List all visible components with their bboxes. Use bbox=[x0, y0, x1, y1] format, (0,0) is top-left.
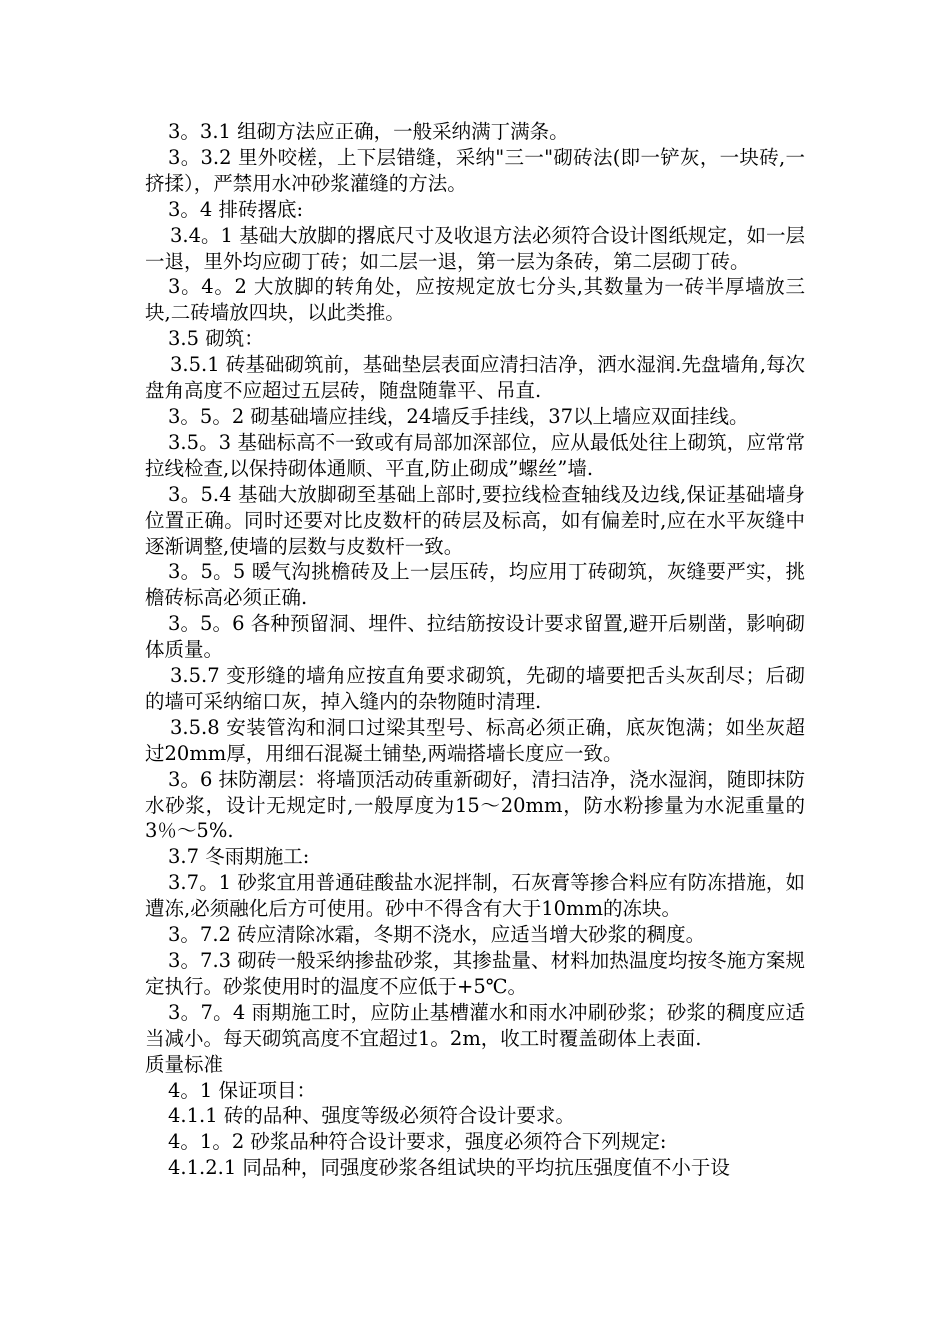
paragraph-4-1: 4。1 保证项目： bbox=[168, 1078, 317, 1102]
paragraph-3-4: 3。4 排砖撂底: bbox=[168, 197, 304, 221]
paragraph-3-5-1: 3.5.1 砖基础砌筑前，基础垫层表面应清扫洁净，洒水湿润.先盘墙角,每次盘角高度不应超过五层砖，随盘随靠平、吊直. bbox=[145, 353, 805, 403]
section-heading-quality-standard: 质量标准 bbox=[145, 1052, 224, 1076]
paragraph-3-7-4: 3。7。4 雨期施工时，应防止基槽灌水和雨水冲刷砂浆；砂浆的稠度应适当减小。每天砌筑高度不宜超过1。2m，收工时覆盖砌体上表面. bbox=[145, 1000, 805, 1050]
paragraph-3-7-2: 3。7.2 砖应清除冰霜，冬期不浇水，应适当增大砂浆的稠度。 bbox=[168, 923, 706, 947]
paragraph-3-5-3: 3.5。3 基础标高不一致或有局部加深部位，应从最低处往上砌筑，应常常拉线检查,以保持砌体通顺、平直,防止砌成”螺丝”墙. bbox=[145, 430, 805, 480]
paragraph-3-5-2: 3。5。2 砌基础墙应挂线，24墙反手挂线，37以上墙应双面挂线。 bbox=[168, 404, 749, 428]
paragraph-3-4-1: 3.4。1 基础大放脚的撂底尺寸及收退方法必须符合设计图纸规定，如一层一退，里外均应砌丁砖；如二层一退，第一层为条砖，第二层砌丁砖。 bbox=[145, 223, 805, 273]
paragraph-3-5-4: 3。5.4 基础大放脚砌至基础上部时,要拉线检查轴线及边线,保证基础墙身位置正确。同时还要对比皮数杆的砖层及标高，如有偏差时,应在水平灰缝中逐渐调整,使墙的层数与皮数杆一致。 bbox=[145, 482, 805, 558]
paragraph-3-6: 3。6 抹防潮层：将墙顶活动砖重新砌好，清扫洁净，浇水湿润，随即抹防水砂浆，设计无规定时,一般厚度为15～20mm，防水粉掺量为水泥重量的3％～5%. bbox=[145, 767, 805, 843]
paragraph-3-5-5: 3。5。5 暖气沟挑檐砖及上一层压砖，均应用丁砖砌筑，灰缝要严实，挑檐砖标高必须正确. bbox=[145, 560, 805, 610]
paragraph-3-5-8: 3.5.8 安装管沟和洞口过梁其型号、标高必须正确，底灰饱满；如坐灰超过20mm厚，用细石混凝土铺垫,两端搭墙长度应一致。 bbox=[145, 715, 805, 765]
paragraph-3-7: 3.7 冬雨期施工: bbox=[168, 845, 310, 869]
paragraph-4-1-2: 4。1。2 砂浆品种符合设计要求，强度必须符合下列规定: bbox=[168, 1130, 667, 1154]
paragraph-3-5: 3.5 砌筑： bbox=[168, 327, 264, 351]
paragraph-3-4-2: 3。4。2 大放脚的转角处，应按规定放七分头,其数量为一砖半厚墙放三块,二砖墙放四块，以此类推。 bbox=[145, 275, 805, 325]
paragraph-4-1-1: 4.1.1 砖的品种、强度等级必须符合设计要求。 bbox=[168, 1104, 575, 1128]
paragraph-3-3-2: 3。3.2 里外咬槎，上下层错缝，采纳"三一"砌砖法(即一铲灰，一块砖,一挤揉），严禁用水冲砂浆灌缝的方法。 bbox=[145, 145, 805, 195]
paragraph-3-5-7: 3.5.7 变形缝的墙角应按直角要求砌筑，先砌的墙要把舌头灰刮尽；后砌的墙可采纳缩口灰，掉入缝内的杂物随时清理. bbox=[145, 664, 805, 713]
paragraph-3-7-1: 3.7。1 砂浆宜用普通硅酸盐水泥拌制，石灰膏等掺合料应有防冻措施，如遭冻,必须融化后方可使用。砂中不得含有大于10mm的冻块。 bbox=[145, 871, 805, 921]
document-body bbox=[145, 119, 805, 1181]
paragraph-3-3-1: 3。3.1 组砌方法应正确，一般采纳满丁满条。 bbox=[168, 120, 569, 143]
paragraph-3-5-6: 3。5。6 各种预留洞、埋件、拉结筋按设计要求留置,避开后剔凿，影响砌体质量。 bbox=[145, 612, 805, 662]
paragraph-4-1-2-1: 4.1.2.1 同品种，同强度砂浆各组试块的平均抗压强度值不小于设 bbox=[168, 1156, 730, 1180]
paragraph-3-7-3: 3。7.3 砌砖一般采纳掺盐砂浆，其掺盐量、材料加热温度均按冬施方案规定执行。砂浆使用时的温度不应低于+5℃。 bbox=[145, 949, 805, 998]
